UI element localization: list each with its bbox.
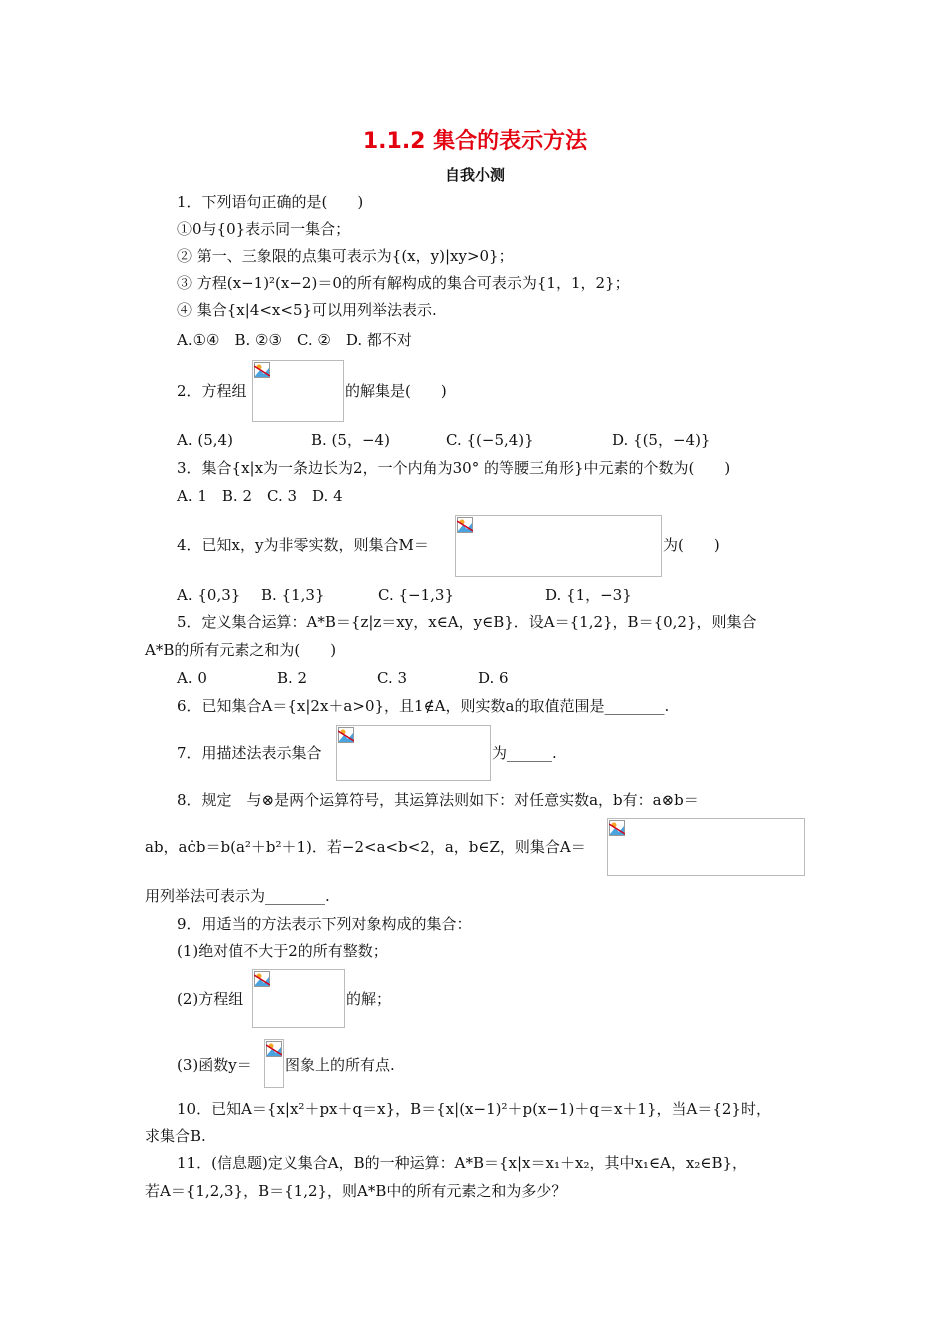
q5-option-c: C. 3 (377, 669, 408, 687)
q6-stem: 6．已知集合A＝{x|2x＋a>0}，且1∉A，则实数a的取值范围是________. (177, 697, 670, 715)
q4-option-a: A. {0,3} (177, 586, 241, 604)
q1-statement-2: ② 第一、三象限的点集可表示为{(x，y)|xy>0}； (177, 247, 514, 265)
q4-stem-before: 4．已知x，y为非零实数，则集合M＝ (177, 536, 429, 554)
q2-stem-before: 2．方程组 (177, 382, 247, 400)
q2-stem-after: 的解集是( ) (345, 382, 447, 400)
q5-option-b: B. 2 (277, 669, 308, 687)
broken-image-icon (266, 1041, 282, 1057)
q1-statement-4: ④ 集合{x|4<x<5}可以用列举法表示. (177, 301, 437, 319)
q9-part-2-after: 的解； (346, 990, 392, 1008)
q9-part-3-after: 图象上的所有点. (285, 1056, 395, 1074)
q10-line-2: 求集合B. (145, 1127, 206, 1145)
q2-option-a: A. (5,4) (177, 431, 233, 449)
q3-options: A. 1 B. 2 C. 3 D. 4 (177, 487, 343, 505)
page-title: 1.1.2 集合的表示方法 (362, 129, 588, 154)
q2-option-b: B. (5，−4) (311, 431, 390, 449)
set-expression-image (607, 818, 805, 876)
q7-stem-before: 7．用描述法表示集合 (177, 744, 322, 762)
q8-line-2: ab，aċb＝b(a²＋b²＋1)．若−2<a<b<2，a，b∈Z，则集合A＝ (145, 838, 586, 856)
q5-option-d: D. 6 (478, 669, 509, 687)
q1-stem: 1．下列语句正确的是( ) (177, 193, 364, 211)
q2-option-c: C. {(−5,4)} (446, 431, 534, 449)
section-subtitle: 自我小测 (444, 166, 505, 184)
q1-statement-3: ③ 方程(x−1)²(x−2)＝0的所有解构成的集合可表示为{1，1，2}； (177, 274, 630, 292)
broken-image-icon (338, 727, 354, 743)
q1-options: A.①④ B. ②③ C. ② D. 都不对 (177, 331, 412, 349)
q4-option-b: B. {1,3} (261, 586, 325, 604)
q10-line-1: 10．已知A＝{x|x²＋px＋q＝x}，B＝{x|(x−1)²＋p(x−1)＋q＝x＋1}，当A＝{2}时， (177, 1100, 771, 1118)
q9-part-1: (1)绝对值不大于2的所有整数； (177, 942, 388, 960)
q11-line-1: 11．(信息题)定义集合A，B的一种运算：A*B＝{x|x＝x₁＋x₂，其中x₁∈A，x₂∈B}， (177, 1154, 748, 1172)
q7-stem-after: 为______. (492, 744, 557, 762)
equation-system-image (252, 969, 345, 1028)
q3-stem: 3．集合{x|x为一条边长为2，一个内角为30° 的等腰三角形}中元素的个数为( ) (177, 459, 731, 477)
q4-option-d: D. {1，−3} (545, 586, 632, 604)
set-expression-image (336, 725, 491, 781)
q9-part-2-before: (2)方程组 (177, 990, 244, 1008)
function-expression-image (264, 1039, 284, 1088)
q2-option-d: D. {(5，−4)} (612, 431, 711, 449)
equation-system-image (252, 360, 344, 422)
q8-line-3: 用列举法可表示为________. (145, 887, 330, 905)
q5-line-1: 5．定义集合运算：A*B＝{z|z＝xy，x∈A，y∈B}．设A＝{1,2}，B＝{0,2}，则集合 (177, 613, 757, 631)
q5-option-a: A. 0 (177, 669, 207, 687)
q11-line-2: 若A＝{1,2,3}，B＝{1,2}，则A*B中的所有元素之和为多少？ (145, 1182, 567, 1200)
broken-image-icon (609, 820, 625, 836)
set-expression-image (455, 515, 662, 577)
q4-option-c: C. {−1,3} (378, 586, 454, 604)
broken-image-icon (254, 971, 270, 987)
q9-stem: 9．用适当的方法表示下列对象构成的集合： (177, 915, 472, 933)
q9-part-3-before: (3)函数y＝ (177, 1056, 252, 1074)
broken-image-icon (254, 362, 270, 378)
broken-image-icon (457, 517, 473, 533)
q4-stem-after: 为( ) (663, 536, 720, 554)
q8-line-1: 8．规定 与⊗是两个运算符号，其运算法则如下：对任意实数a，b有：a⊗b＝ (177, 791, 699, 809)
q5-line-2: A*B的所有元素之和为( ) (145, 641, 337, 659)
q1-statement-1: ①0与{0}表示同一集合； (177, 220, 351, 238)
